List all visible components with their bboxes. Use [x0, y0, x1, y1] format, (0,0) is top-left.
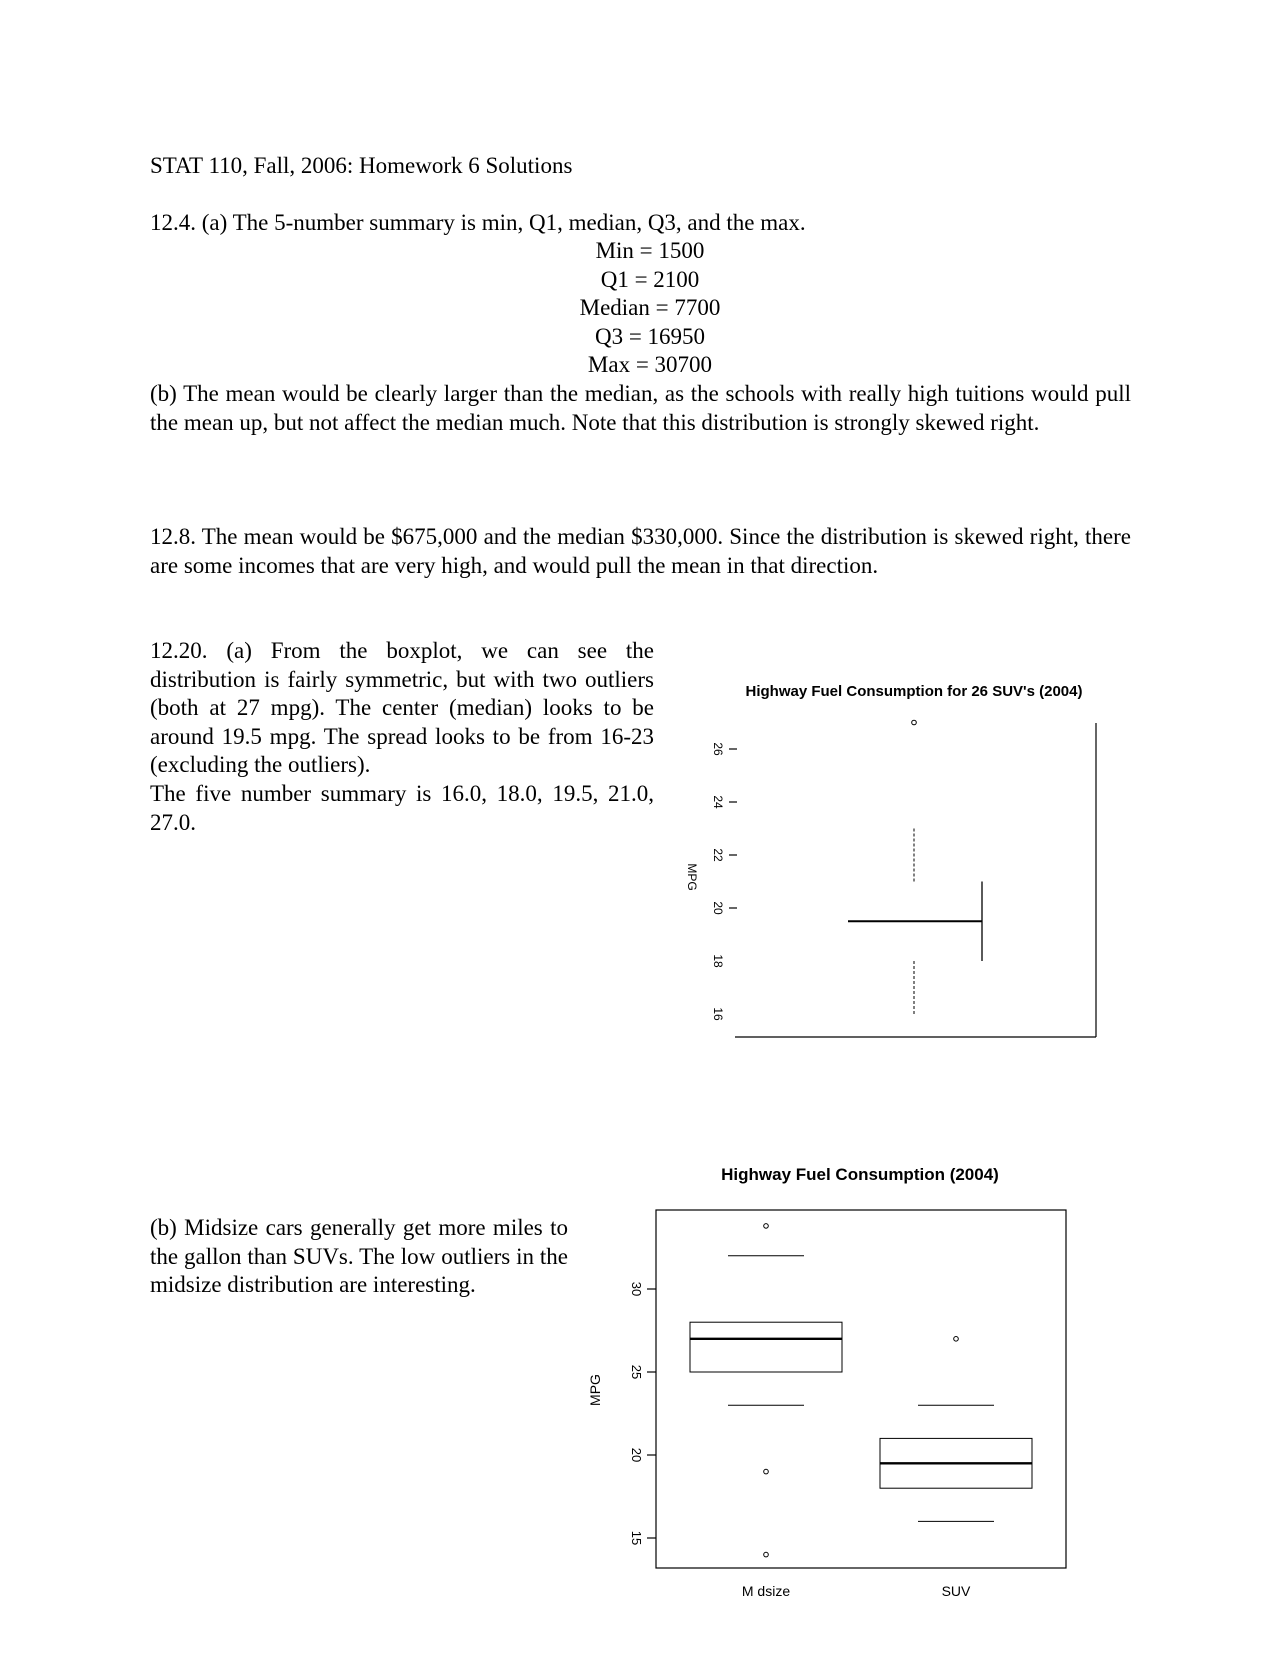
chart2-midsize-outlier: [764, 1469, 769, 1474]
chart2-suv-category-label: SUV: [941, 1583, 971, 1599]
chart2-ylabel: MPG: [587, 1374, 603, 1406]
chart1-title: Highway Fuel Consumption for 26 SUV's (2004): [745, 683, 1083, 700]
chart1-tick-label: 24: [711, 795, 725, 809]
chart2-midsize-category-label: M dsize: [741, 1583, 791, 1599]
chart1-tick-label: 26: [711, 742, 725, 756]
chart1-tick-label: 20: [711, 901, 725, 915]
chart2-frame: [656, 1210, 1066, 1568]
chart1-ylabel: MPG: [685, 863, 699, 891]
q12-8-answer: 12.8. The mean would be $675,000 and the median $330,000. Since the distribution is skewed right, there are some incomes that are very high, and would pull the mean in that direction.: [150, 524, 1131, 578]
chart2-midsize-outlier: [764, 1224, 769, 1229]
chart2-tick-label: 30: [629, 1281, 644, 1297]
summary-q3: Q3 = 16950: [594, 323, 706, 349]
chart2-tick-label: 15: [629, 1530, 644, 1546]
chart1-outlier: [912, 720, 917, 725]
chart1-tick-label: 22: [711, 848, 725, 862]
chart2-title: Highway Fuel Consumption (2004): [721, 1165, 999, 1184]
q12-20-part-a: 12.20. (a) From the boxplot, we can see the distribution is fairly symmetric, but with two outliers (both at 27 mpg). The center (median) looks to be around 19.5 mpg. The spread looks to be from 16-23 (excluding the outliers).: [150, 638, 654, 777]
chart2-suv-outlier: [954, 1337, 959, 1342]
page-title: STAT 110, Fall, 2006: Homework 6 Solutions: [150, 153, 573, 178]
q12-4-part-b: (b) The mean would be clearly larger than the median, as the schools with really high tuitions would pull the mean up, but not affect the median much. Note that this distribution is strongly skewed right.: [150, 381, 1131, 435]
chart1-tick-label: 18: [711, 954, 725, 968]
chart2-midsize-box: [690, 1322, 842, 1372]
chart2-midsize-outlier: [764, 1552, 769, 1557]
summary-q1: Q1 = 2100: [600, 266, 700, 292]
q12-4-intro: 12.4. (a) The 5-number summary is min, Q1, median, Q3, and the max.: [150, 210, 806, 235]
chart2-tick-label: 25: [629, 1364, 644, 1380]
summary-median: Median = 7700: [579, 295, 721, 320]
chart1-tick-label: 16: [711, 1007, 725, 1021]
chart2-tick-label: 20: [629, 1447, 644, 1463]
summary-max: Max = 30700: [587, 352, 713, 377]
summary-min: Min = 1500: [595, 238, 705, 263]
q12-20-five-number: The five number summary is 16.0, 18.0, 19.5, 21.0, 27.0.: [150, 781, 654, 835]
q12-20-part-b: (b) Midsize cars generally get more miles to the gallon than SUVs. The low outliers in the midsize distribution are interesting.: [150, 1215, 568, 1297]
